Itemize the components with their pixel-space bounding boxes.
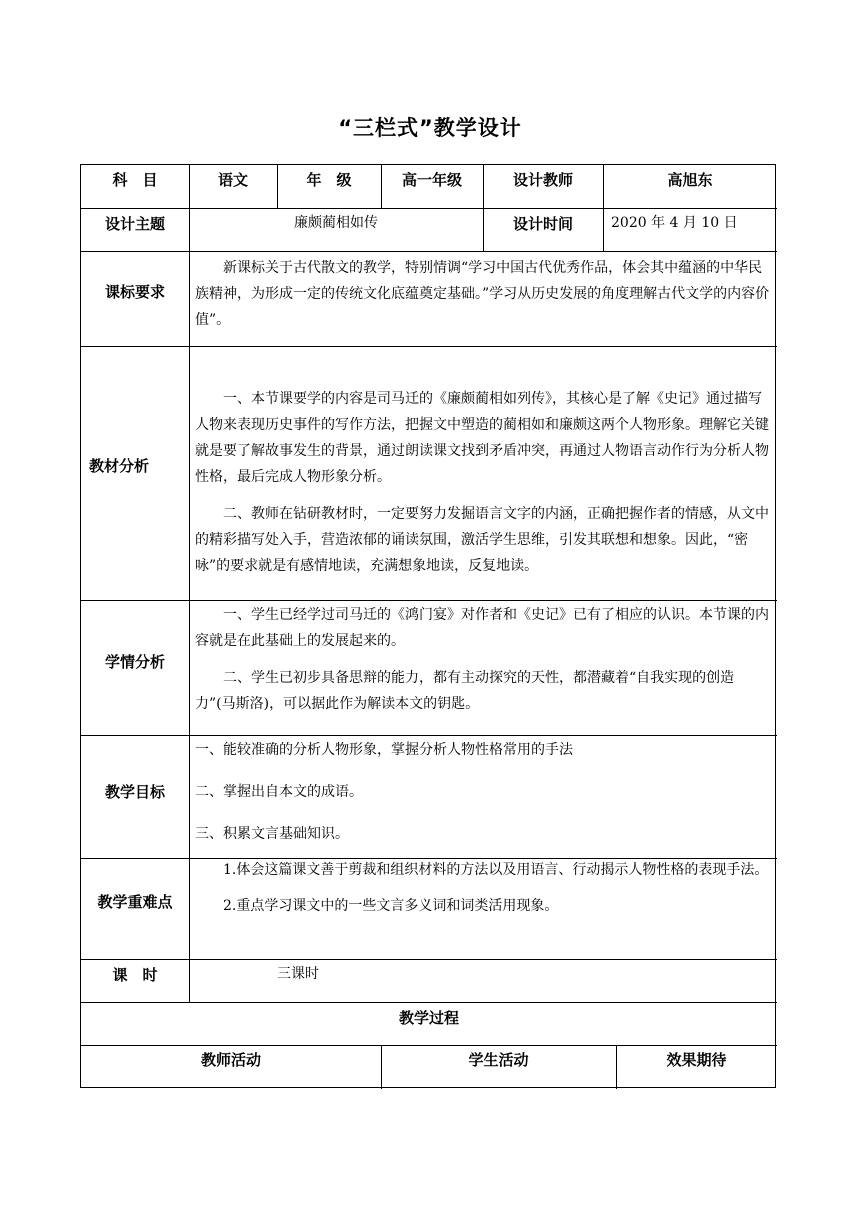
document-title: “三栏式”教学设计: [338, 116, 522, 140]
teacher-label: 设计教师: [512, 171, 573, 189]
expected-effect-header: 效果期待: [666, 1051, 727, 1069]
key-points-cell: [195, 859, 771, 919]
student-activity-header: 学生活动: [468, 1051, 529, 1069]
teaching-goals-label: 教学目标: [104, 783, 165, 801]
row-divider: [81, 208, 777, 209]
goal-item: 一、能较准确的分析人物形象，掌握分析人物性格常用的手法: [195, 742, 573, 758]
subject-value: 语文: [217, 171, 248, 189]
design-time-value: 2020 年 4 月 10 日: [611, 215, 738, 231]
row-divider: [81, 346, 777, 347]
goal-item: 二、掌握出自本文的成语。: [195, 784, 363, 800]
teaching-process-title: 教学过程: [398, 1009, 459, 1027]
goal-item: 三、积累文言基础知识。: [195, 826, 349, 842]
student-analysis-label: 学情分析: [104, 653, 165, 671]
key-point-1: 1.体会这篇课文善于剪裁和组织材料的方法以及用语言、行动揭示人物性格的表现手法。: [223, 862, 769, 878]
subject-label: 科 目: [112, 171, 158, 189]
class-hours-value: 三课时: [277, 966, 319, 982]
teacher-value: 高旭东: [667, 171, 713, 189]
material-paragraph-2: 二、教师在钻研教材时，一定要努力发掘语言文字的内涵，正确把握作者的情感，从文中的精彩描写处入手，营造浓郁的诵读氛围，激活学生思维，引发其联想和想象。因此，“密咏”的要求就是有感情地读，充满想象地读，反复地读。: [195, 506, 769, 574]
class-hours-label: 课 时: [112, 966, 158, 984]
theme-label: 设计主题: [104, 215, 165, 233]
column-divider: [189, 165, 190, 1002]
student-analysis-cell: [195, 602, 771, 717]
row-divider: [81, 1002, 777, 1003]
teacher-activity-header: 教师活动: [200, 1051, 261, 1069]
row-divider: [81, 1045, 777, 1046]
row-divider: [81, 735, 777, 736]
row-divider: [81, 959, 777, 960]
student-paragraph-2: 二、学生已初步具备思辩的能力，都有主动探究的天性，都潜藏着“自我实现的创造力”(马斯洛)，可以据此作为解读本文的钥匙。: [195, 670, 735, 712]
material-paragraph-1: 一、本节课要学的内容是司马迁的《廉颇蔺相如列传》，其核心是了解《史记》通过描写人物来表现历史事件的写作方法，把握文中塑造的蔺相如和廉颇这两个人物形象。理解它关键就是要了解故事发生的背景，通过朗读课文找到矛盾冲突，再通过人物语言动作行为分析人物性格，最后完成人物形象分析。: [195, 391, 769, 485]
curriculum-label: 课标要求: [104, 283, 165, 301]
design-time-label: 设计时间: [512, 215, 573, 233]
key-point-2: 2.重点学习课文中的一些文言多义词和词类活用现象。: [223, 898, 559, 914]
teaching-goals-cell: [195, 737, 771, 847]
student-paragraph-1: 一、学生已经学过司马迁的《鸿门宴》对作者和《史记》已有了相应的认识。本节课的内容就是在此基础上的发展起来的。: [195, 607, 769, 649]
row-divider: [81, 600, 777, 601]
key-points-label: 教学重难点: [97, 893, 173, 911]
theme-value: 廉颇蔺相如传: [294, 215, 378, 231]
curriculum-text-cell: [195, 255, 771, 333]
curriculum-text: 新课标关于古代散文的教学，特别情调“学习中国古代优秀作品，体会其中蕴涵的中华民族精神，为形成一定的传统文化底蕴奠定基础。”学习从历史发展的角度理解古代文学的内容价值”。: [195, 260, 770, 328]
material-label: 教材分析: [89, 457, 150, 475]
lesson-plan-table: [80, 164, 776, 1088]
row-divider: [81, 251, 777, 252]
grade-value: 高一年级: [401, 171, 462, 189]
material-text-cell: [195, 386, 771, 579]
grade-label: 年 级: [306, 171, 352, 189]
